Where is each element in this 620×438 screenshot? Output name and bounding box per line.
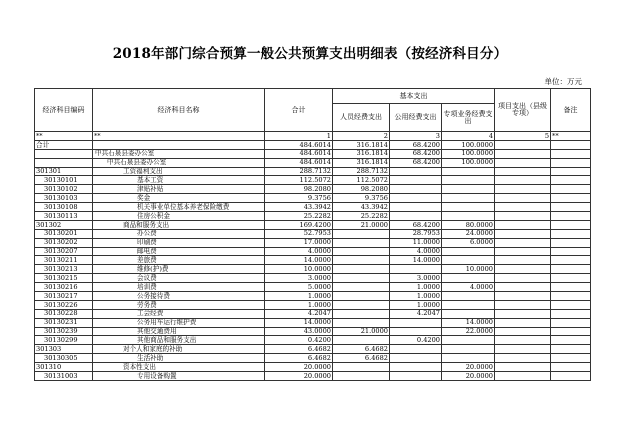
row-total: 14.0000 xyxy=(265,318,333,327)
row-name: 公务用车运行维护费 xyxy=(93,318,265,327)
row-special: 10.0000 xyxy=(442,265,495,274)
row-total: 4.0000 xyxy=(265,247,333,256)
row-remark xyxy=(551,265,591,274)
row-public: 28.7953 xyxy=(390,229,442,238)
row-code: 30130202 xyxy=(35,238,93,247)
index-cell: 2 xyxy=(333,132,390,141)
row-total: 0.4200 xyxy=(265,336,333,345)
row-code xyxy=(35,158,93,167)
row-remark xyxy=(551,220,591,229)
table-row xyxy=(35,372,591,381)
table-row xyxy=(35,274,591,283)
row-project xyxy=(495,345,551,354)
row-project xyxy=(495,292,551,301)
index-cell: ** xyxy=(551,132,591,141)
row-personnel: 43.3942 xyxy=(333,203,390,212)
row-name: 机关事业单位基本养老保险缴费 xyxy=(93,203,265,212)
row-public: 68.4200 xyxy=(390,140,442,149)
row-code: 30130103 xyxy=(35,194,93,203)
row-name: 中共石泉县委办公室 xyxy=(93,149,265,158)
row-total: 5.0000 xyxy=(265,283,333,292)
row-name: 商品和服务支出 xyxy=(93,220,265,229)
row-remark xyxy=(551,212,591,221)
row-name: 印刷费 xyxy=(93,238,265,247)
unit-label: 单位：万元 xyxy=(544,77,582,86)
row-code: 301302 xyxy=(35,220,93,229)
row-project xyxy=(495,256,551,265)
row-total: 43.0000 xyxy=(265,327,333,336)
row-total: 112.5072 xyxy=(265,176,333,185)
table-row xyxy=(35,300,591,309)
row-personnel xyxy=(333,292,390,301)
row-special: 100.0000 xyxy=(442,140,495,149)
row-remark xyxy=(551,158,591,167)
row-special xyxy=(442,212,495,221)
row-code: 30131003 xyxy=(35,372,93,381)
row-remark xyxy=(551,283,591,292)
row-name: 工资福利支出 xyxy=(93,167,265,176)
row-special: 20.0000 xyxy=(442,363,495,372)
row-project xyxy=(495,283,551,292)
row-special xyxy=(442,176,495,185)
row-total: 20.0000 xyxy=(265,372,333,381)
row-name: 维修(护)费 xyxy=(93,265,265,274)
row-personnel xyxy=(333,336,390,345)
row-special: 80.0000 xyxy=(442,220,495,229)
row-name: 培训费 xyxy=(93,283,265,292)
row-personnel: 316.1814 xyxy=(333,149,390,158)
row-name: 资本性支出 xyxy=(93,363,265,372)
row-code: 合计 xyxy=(35,140,93,149)
table-row xyxy=(35,158,591,167)
row-code: 30130299 xyxy=(35,336,93,345)
row-project xyxy=(495,274,551,283)
table-row xyxy=(35,203,591,212)
row-project xyxy=(495,238,551,247)
row-project xyxy=(495,247,551,256)
table-row xyxy=(35,363,591,372)
row-project xyxy=(495,140,551,149)
row-total: 43.3942 xyxy=(265,203,333,212)
index-cell: 1 xyxy=(265,132,333,141)
row-code: 301303 xyxy=(35,345,93,354)
table-row xyxy=(35,318,591,327)
row-public xyxy=(390,354,442,363)
row-special xyxy=(442,292,495,301)
row-personnel xyxy=(333,247,390,256)
row-code: 30130102 xyxy=(35,185,93,194)
row-special xyxy=(442,309,495,318)
index-cell: ** xyxy=(35,132,93,141)
row-special xyxy=(442,185,495,194)
row-total: 6.4682 xyxy=(265,354,333,363)
row-public xyxy=(390,327,442,336)
row-code: 30130217 xyxy=(35,292,93,301)
row-special xyxy=(442,274,495,283)
row-total: 1.0000 xyxy=(265,292,333,301)
table-row xyxy=(35,354,591,363)
row-public xyxy=(390,194,442,203)
row-code: 30130101 xyxy=(35,176,93,185)
row-public: 4.0000 xyxy=(390,247,442,256)
row-remark xyxy=(551,167,591,176)
row-project xyxy=(495,149,551,158)
row-name xyxy=(93,140,265,149)
row-remark xyxy=(551,185,591,194)
row-code xyxy=(35,149,93,158)
expenditure-table xyxy=(34,88,591,381)
row-personnel xyxy=(333,229,390,238)
row-total: 98.2080 xyxy=(265,185,333,194)
row-remark xyxy=(551,149,591,158)
table-row xyxy=(35,149,591,158)
row-remark xyxy=(551,274,591,283)
row-personnel xyxy=(333,309,390,318)
row-project xyxy=(495,194,551,203)
row-remark xyxy=(551,292,591,301)
row-personnel: 9.3756 xyxy=(333,194,390,203)
row-public xyxy=(390,363,442,372)
row-remark xyxy=(551,176,591,185)
table-row xyxy=(35,185,591,194)
row-remark xyxy=(551,372,591,381)
row-remark xyxy=(551,238,591,247)
row-name: 差旅费 xyxy=(93,256,265,265)
row-special xyxy=(442,336,495,345)
row-total: 6.4682 xyxy=(265,345,333,354)
row-project xyxy=(495,212,551,221)
row-special xyxy=(442,300,495,309)
row-name: 劳务费 xyxy=(93,300,265,309)
row-project xyxy=(495,300,551,309)
row-name: 专用设备购置 xyxy=(93,372,265,381)
table-row xyxy=(35,283,591,292)
row-personnel: 288.7132 xyxy=(333,167,390,176)
header-total: 合计 xyxy=(265,89,333,132)
row-public xyxy=(390,167,442,176)
header-code: 经济科目编码 xyxy=(35,89,93,132)
row-total: 484.6014 xyxy=(265,158,333,167)
row-project xyxy=(495,185,551,194)
row-public: 68.4200 xyxy=(390,220,442,229)
row-personnel: 316.1814 xyxy=(333,140,390,149)
table-row xyxy=(35,212,591,221)
row-personnel xyxy=(333,256,390,265)
table-row xyxy=(35,247,591,256)
row-total: 14.0000 xyxy=(265,256,333,265)
row-name: 中共石泉县委办公室 xyxy=(93,158,265,167)
index-cell: 4 xyxy=(442,132,495,141)
row-personnel: 25.2282 xyxy=(333,212,390,221)
row-public: 68.4200 xyxy=(390,158,442,167)
row-project xyxy=(495,167,551,176)
row-project xyxy=(495,220,551,229)
row-name: 对个人和家庭的补助 xyxy=(93,345,265,354)
row-name: 住房公积金 xyxy=(93,212,265,221)
row-special xyxy=(442,194,495,203)
row-code: 30130216 xyxy=(35,283,93,292)
row-public xyxy=(390,318,442,327)
index-row xyxy=(35,132,591,141)
row-total: 4.2047 xyxy=(265,309,333,318)
row-project xyxy=(495,309,551,318)
row-project xyxy=(495,158,551,167)
row-total: 52.7953 xyxy=(265,229,333,238)
row-special: 20.0000 xyxy=(442,372,495,381)
row-personnel: 6.4682 xyxy=(333,345,390,354)
row-personnel: 112.5072 xyxy=(333,176,390,185)
row-code: 30130113 xyxy=(35,212,93,221)
row-remark xyxy=(551,354,591,363)
row-remark xyxy=(551,336,591,345)
row-name: 其他交通费用 xyxy=(93,327,265,336)
row-total: 10.0000 xyxy=(265,265,333,274)
index-cell: 3 xyxy=(390,132,442,141)
row-special: 4.0000 xyxy=(442,283,495,292)
row-project xyxy=(495,372,551,381)
header-project: 项目支出（县级专项） xyxy=(495,89,551,132)
table-row xyxy=(35,140,591,149)
row-personnel: 21.0000 xyxy=(333,220,390,229)
row-special: 22.0000 xyxy=(442,327,495,336)
row-project xyxy=(495,203,551,212)
row-code: 30130108 xyxy=(35,203,93,212)
row-personnel xyxy=(333,238,390,247)
row-project xyxy=(495,363,551,372)
table-row xyxy=(35,265,591,274)
header-special: 专项业务经费支出 xyxy=(442,104,495,132)
row-remark xyxy=(551,203,591,212)
table-row xyxy=(35,238,591,247)
row-code: 30130226 xyxy=(35,300,93,309)
row-public xyxy=(390,203,442,212)
row-personnel: 6.4682 xyxy=(333,354,390,363)
row-code: 301310 xyxy=(35,363,93,372)
header-personnel: 人员经费支出 xyxy=(333,104,390,132)
row-project xyxy=(495,336,551,345)
row-code: 30130228 xyxy=(35,309,93,318)
row-remark xyxy=(551,256,591,265)
row-public xyxy=(390,372,442,381)
row-name: 奖金 xyxy=(93,194,265,203)
row-name: 邮电费 xyxy=(93,247,265,256)
row-code: 30130239 xyxy=(35,327,93,336)
table-row xyxy=(35,292,591,301)
row-total: 484.6014 xyxy=(265,149,333,158)
row-total: 20.0000 xyxy=(265,363,333,372)
header-public: 公用经费支出 xyxy=(390,104,442,132)
table-row xyxy=(35,229,591,238)
row-special xyxy=(442,247,495,256)
page-title: 2018年部门综合预算一般公共预算支出明细表（按经济科目分） xyxy=(112,46,508,62)
row-special: 100.0000 xyxy=(442,149,495,158)
table-row xyxy=(35,309,591,318)
table-row xyxy=(35,167,591,176)
row-project xyxy=(495,327,551,336)
row-total: 169.4200 xyxy=(265,220,333,229)
row-personnel xyxy=(333,265,390,274)
row-public: 11.0000 xyxy=(390,238,442,247)
row-project xyxy=(495,318,551,327)
row-public: 1.0000 xyxy=(390,300,442,309)
row-special: 14.0000 xyxy=(442,318,495,327)
row-public: 3.0000 xyxy=(390,274,442,283)
table-row xyxy=(35,345,591,354)
row-remark xyxy=(551,194,591,203)
row-remark xyxy=(551,345,591,354)
row-total: 17.0000 xyxy=(265,238,333,247)
table-row xyxy=(35,327,591,336)
header-name: 经济科目名称 xyxy=(93,89,265,132)
row-public: 14.0000 xyxy=(390,256,442,265)
row-special: 24.0000 xyxy=(442,229,495,238)
row-personnel xyxy=(333,372,390,381)
row-public: 4.2047 xyxy=(390,309,442,318)
index-cell: ** xyxy=(93,132,265,141)
row-public: 68.4200 xyxy=(390,149,442,158)
row-special: 6.0000 xyxy=(442,238,495,247)
row-special xyxy=(442,203,495,212)
row-public: 0.4200 xyxy=(390,336,442,345)
row-project xyxy=(495,176,551,185)
row-public: 1.0000 xyxy=(390,283,442,292)
row-personnel xyxy=(333,318,390,327)
row-total: 3.0000 xyxy=(265,274,333,283)
row-personnel xyxy=(333,274,390,283)
row-project xyxy=(495,265,551,274)
row-remark xyxy=(551,229,591,238)
table-row xyxy=(35,256,591,265)
table-row xyxy=(35,336,591,345)
row-public xyxy=(390,176,442,185)
row-code: 30130215 xyxy=(35,274,93,283)
row-remark xyxy=(551,247,591,256)
header-basic: 基本支出 xyxy=(333,89,495,104)
row-remark xyxy=(551,318,591,327)
row-name: 基本工资 xyxy=(93,176,265,185)
row-special xyxy=(442,167,495,176)
row-code: 30130213 xyxy=(35,265,93,274)
table-row xyxy=(35,194,591,203)
header-remark: 备注 xyxy=(551,89,591,132)
row-public xyxy=(390,185,442,194)
row-personnel xyxy=(333,300,390,309)
row-project xyxy=(495,354,551,363)
row-name: 其他商品和服务支出 xyxy=(93,336,265,345)
row-name: 公务接待费 xyxy=(93,292,265,301)
row-total: 25.2282 xyxy=(265,212,333,221)
row-total: 288.7132 xyxy=(265,167,333,176)
row-special xyxy=(442,256,495,265)
index-cell: 5 xyxy=(495,132,551,141)
row-public xyxy=(390,265,442,274)
row-remark xyxy=(551,300,591,309)
row-code: 30130305 xyxy=(35,354,93,363)
row-remark xyxy=(551,309,591,318)
row-special xyxy=(442,354,495,363)
table-row xyxy=(35,220,591,229)
row-public xyxy=(390,345,442,354)
row-code: 30130201 xyxy=(35,229,93,238)
row-remark xyxy=(551,327,591,336)
row-public: 1.0000 xyxy=(390,292,442,301)
row-name: 津贴补贴 xyxy=(93,185,265,194)
row-code: 30130207 xyxy=(35,247,93,256)
row-remark xyxy=(551,363,591,372)
row-total: 9.3756 xyxy=(265,194,333,203)
row-name: 工会经费 xyxy=(93,309,265,318)
row-name: 办公费 xyxy=(93,229,265,238)
table-row xyxy=(35,176,591,185)
row-personnel: 98.2080 xyxy=(333,185,390,194)
row-name: 生活补助 xyxy=(93,354,265,363)
row-personnel xyxy=(333,283,390,292)
row-name: 会议费 xyxy=(93,274,265,283)
row-code: 30130231 xyxy=(35,318,93,327)
row-personnel xyxy=(333,363,390,372)
row-remark xyxy=(551,140,591,149)
row-project xyxy=(495,229,551,238)
row-special: 100.0000 xyxy=(442,158,495,167)
row-code: 301301 xyxy=(35,167,93,176)
row-total: 1.0000 xyxy=(265,300,333,309)
row-personnel: 21.0000 xyxy=(333,327,390,336)
row-code: 30130211 xyxy=(35,256,93,265)
row-special xyxy=(442,345,495,354)
row-total: 484.6014 xyxy=(265,140,333,149)
row-public xyxy=(390,212,442,221)
row-personnel: 316.1814 xyxy=(333,158,390,167)
